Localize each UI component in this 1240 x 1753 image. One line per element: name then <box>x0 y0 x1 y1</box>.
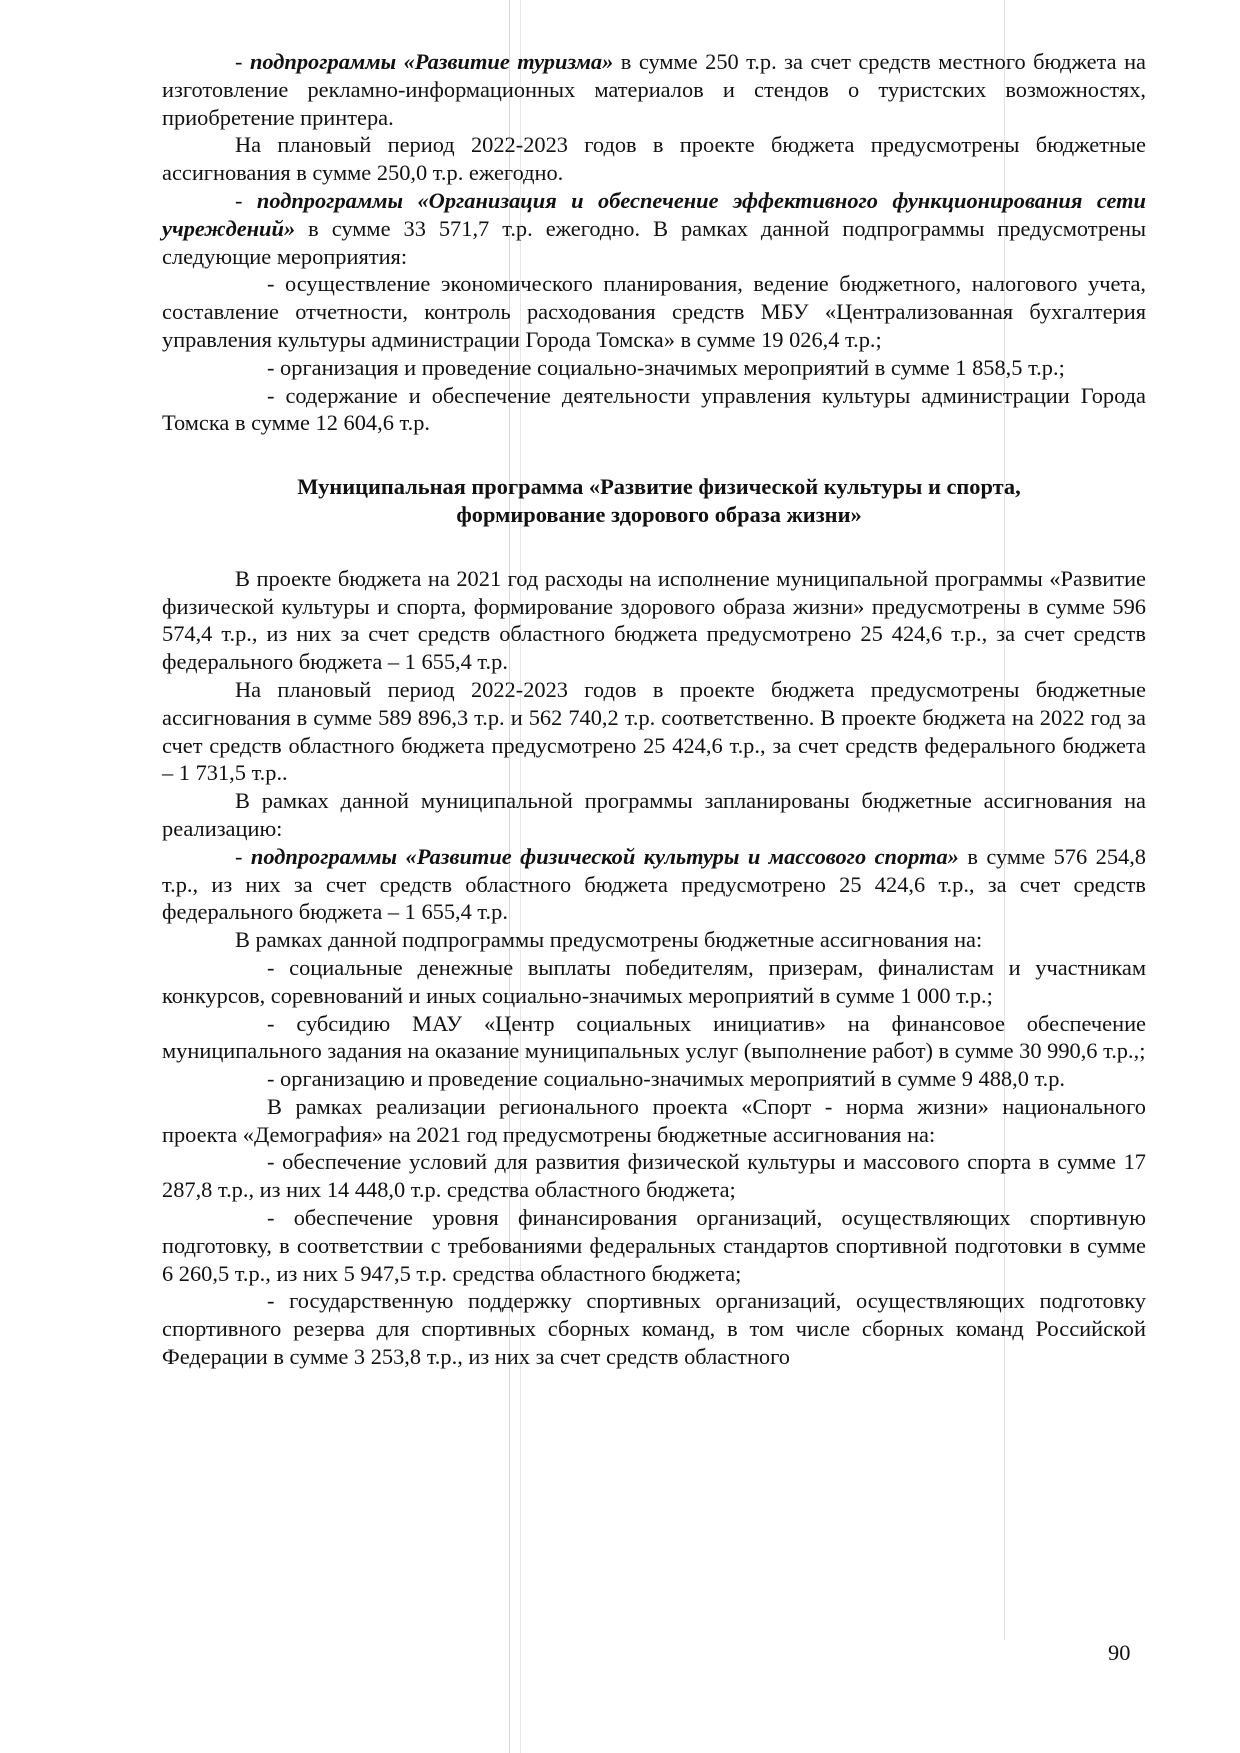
text: в сумме 576 254,8 т.р., из них за счет средств областного бюджета предусмотрено 25 424,6 т.р., за счет средств федерального бюджета – 1 655,4 т.р. <box>162 843 1147 925</box>
list-item: - социальные денежные выплаты победителям, призерам, финалистам и участникам конкурсов, соревнований и иных социально-значимых мероприятий в сумме 1 000 т.р.; <box>162 954 1146 1008</box>
paragraph <box>162 843 1146 926</box>
document-body <box>162 48 1146 1371</box>
heading-line: формирование здорового образа жизни» <box>456 501 862 527</box>
paragraph <box>162 187 1146 270</box>
list-item: - организация и проведение социально-значимых мероприятий в сумме 1 858,5 т.р.; <box>267 354 1065 380</box>
paragraph: В рамках данной муниципальной программы запланированы бюджетные ассигнования на реализацию: <box>162 788 1146 841</box>
paragraph: На плановый период 2022-2023 годов в проекте бюджета предусмотрены бюджетные ассигнования в сумме 589 896,3 т.р. и 562 740,2 т.р. соответственно. В проекте бюджета на 2022 год за счет средств областного бюджета предусмотрено 25 424,6 т.р., за счет средств федерального бюджета – 1 731,5 т.р.. <box>162 676 1146 786</box>
list-item: - обеспечение условий для развития физической культуры и массового спорта в сумме 17 287,8 т.р., из них 14 448,0 т.р. средства областного бюджета; <box>162 1149 1146 1203</box>
list-item: - государственную поддержку спортивных организаций, осуществляющих подготовку спортивного резерва для спортивных сборных команд, в том числе сборных команд Российской Федерации в сумме 3 253,8 т.р., из них за счет средств областного <box>162 1288 1146 1370</box>
list-item: - субсидию МАУ «Центр социальных инициатив» на финансовое обеспечение муниципального задания на оказание муниципальных услуг (выполнение работ) в сумме 30 990,6 т.р.,; <box>162 1010 1146 1064</box>
text: в сумме 33 571,7 т.р. ежегодно. В рамках данной подпрограммы предусмотрены следующие мероприятия: <box>162 215 1146 269</box>
text: - <box>235 843 251 869</box>
text: - <box>235 49 250 74</box>
paragraph: В рамках данной подпрограммы предусмотрены бюджетные ассигнования на: <box>235 927 983 953</box>
subprogram-title: подпрограммы «Развитие физической культуры и массового спорта» <box>250 843 959 869</box>
paragraph: В проекте бюджета на 2021 год расходы на исполнение муниципальной программы «Развитие физической культуры и спорта, формирование здорового образа жизни» предусмотрены в сумме 596 574,4 т.р., из них за счет средств областного бюджета предусмотрено 25 424,6 т.р., за счет средств федерального бюджета – 1 655,4 т.р. <box>162 565 1146 675</box>
paragraph <box>162 48 1146 131</box>
list-item: - содержание и обеспечение деятельности управления культуры администрации Города Томска в сумме 12 604,6 т.р. <box>162 382 1146 436</box>
list-item: - осуществление экономического планирования, ведение бюджетного, налогового учета, составление отчетности, контроль расходования средств МБУ «Централизованная бухгалтерия управления культуры администрации Города Томска» в сумме 19 026,4 т.р.; <box>162 271 1146 352</box>
subprogram-title: подпрограммы «Развитие туризма» <box>249 49 614 74</box>
text: в сумме 250 т.р. за счет средств местного бюджета на изготовление рекламно-информационных материалов и стендов о туристских возможностях, приобретение принтера. <box>162 49 1146 130</box>
paragraph: На плановый период 2022-2023 годов в проекте бюджета предусмотрены бюджетные ассигнования в сумме 250,0 т.р. ежегодно. <box>162 132 1146 186</box>
page-number: 90 <box>1108 1640 1131 1665</box>
list-item: - обеспечение уровня финансирования организаций, осуществляющих спортивную подготовку, в соответствии с требованиями федеральных стандартов спортивной подготовки в сумме 6 260,5 т.р., из них 5 947,5 т.р. средства областного бюджета; <box>162 1205 1146 1286</box>
section-heading <box>162 473 1146 529</box>
subprogram-title: подпрограммы «Организация и обеспечение эффективного функционирования сети учреждений» <box>162 187 1146 241</box>
list-item: - организацию и проведение социально-значимых мероприятий в сумме 9 488,0 т.р. <box>267 1066 1065 1092</box>
heading-line: Муниципальная программа «Развитие физической культуры и спорта, <box>297 474 1021 500</box>
paragraph: В рамках реализации регионального проекта «Спорт - норма жизни» национального проекта «Демография» на 2021 год предусмотрены бюджетные ассигнования на: <box>162 1093 1146 1147</box>
text: - <box>235 187 257 213</box>
